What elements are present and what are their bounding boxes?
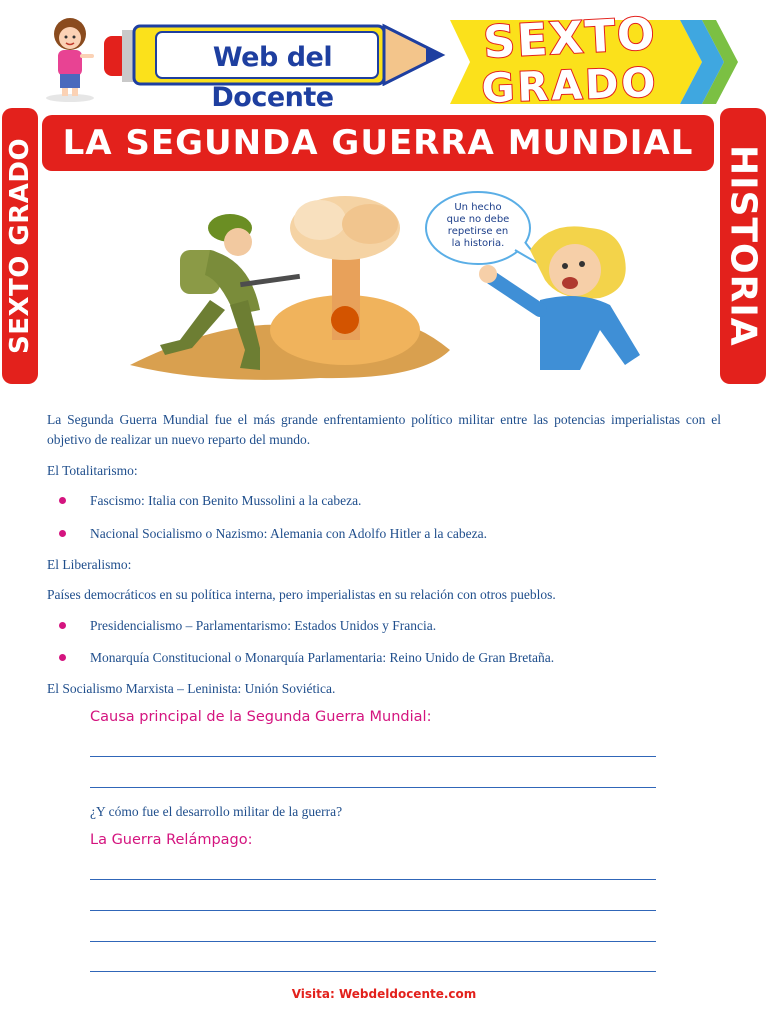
- answer-line: [90, 910, 656, 911]
- bullet-dot: [59, 530, 66, 537]
- answer-line: [90, 879, 656, 880]
- bullet-dot: [59, 622, 66, 629]
- page-title: LA SEGUNDA GUERRA MUNDIAL: [62, 123, 694, 163]
- list-item: Nacional Socialismo o Nazismo: Alemania con Adolfo Hitler a la cabeza.: [90, 526, 487, 541]
- list-item: Monarquía Constitucional o Monarquía Parlamentaria: Reino Unido de Gran Bretaña.: [90, 650, 555, 665]
- bullet-dot: [59, 654, 66, 661]
- bubble-line-1: Un hecho: [454, 202, 502, 213]
- footer-link[interactable]: Visita: Webdeldocente.com: [291, 987, 477, 1001]
- bubble-line-3: repetirse en: [447, 226, 509, 237]
- bubble-line-4: la historia.: [451, 238, 505, 249]
- answer-line: [90, 971, 656, 972]
- liberalismo-heading: El Liberalismo:: [47, 557, 132, 572]
- answer-line: [90, 787, 656, 788]
- side-label-subject: HISTORIA: [722, 145, 764, 347]
- question-cause-heading: Causa principal de la Segunda Guerra Mundial:: [90, 709, 432, 725]
- logo-text: Web del Docente: [211, 42, 334, 113]
- grade-line-2: GRADO: [480, 59, 660, 113]
- grade-line-1: SEXTO: [482, 8, 658, 69]
- bubble-line-2: que no debe: [446, 214, 510, 225]
- intro-paragraph: La Segunda Guerra Mundial fue el más grande enfrentamiento político militar entre las potencias imperialistas con el objetivo de realizar un nuevo reparto del mundo.: [47, 412, 721, 447]
- question-military-development: ¿Y cómo fue el desarrollo militar de la guerra?: [90, 804, 343, 819]
- totalitarismo-heading: El Totalitarismo:: [47, 463, 138, 478]
- blitzkrieg-heading: La Guerra Relámpago:: [90, 832, 253, 848]
- liberalismo-description: Países democráticos en su política interna, pero imperialistas en su relación con otros pueblos.: [47, 587, 556, 602]
- answer-line: [90, 941, 656, 942]
- bullet-dot: [59, 497, 66, 504]
- teacher-mascot-icon: [40, 14, 100, 102]
- answer-line: [90, 756, 656, 757]
- war-illustration-icon: [120, 180, 650, 385]
- list-item: Fascismo: Italia con Benito Mussolini a la cabeza.: [90, 493, 362, 508]
- socialismo-line: El Socialismo Marxista – Leninista: Unión Soviética.: [47, 681, 336, 696]
- side-label-grade: SEXTO GRADO: [5, 137, 35, 355]
- list-item: Presidencialismo – Parlamentarismo: Estados Unidos y Francia.: [90, 618, 437, 633]
- speech-bubble-text: [438, 202, 518, 262]
